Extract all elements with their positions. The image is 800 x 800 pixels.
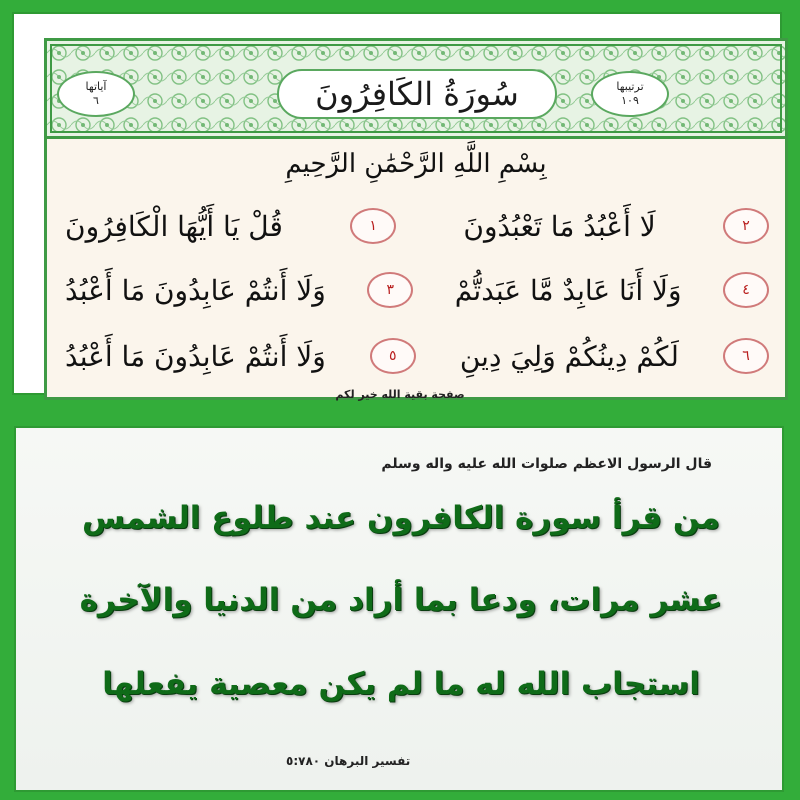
verse-number-1: ١ (350, 208, 396, 244)
verse-text-6: لَكُمْ دِينُكُمْ وَلِيَ دِينِ (459, 339, 679, 373)
verse-line-2 (65, 265, 769, 315)
surah-title-frame (277, 69, 557, 119)
order-medallion (591, 71, 669, 117)
ayat-label: آياتها (85, 80, 107, 93)
surah-header-band (47, 41, 785, 139)
surah-title: سُورَةُ الكَافِرُونَ (315, 75, 519, 113)
verse-text-1: قُلْ يَا أَيُّهَا الْكَافِرُونَ (65, 209, 283, 243)
hadith-line-2: عشر مرات، ودعا بما أراد من الدنيا والآخرة (79, 582, 723, 618)
hadith-panel (0, 408, 800, 800)
ayat-value: ٦ (93, 94, 99, 107)
basmala: بِسْمِ اللَّهِ الرَّحْمَٰنِ الرَّحِيمِ (285, 149, 547, 179)
verse-number-3: ٣ (367, 272, 413, 308)
verse-text-4: وَلَا أَنَا عَابِدٌ مَّا عَبَدتُّمْ (454, 273, 682, 307)
surah-panel-inner (12, 12, 782, 395)
verse-text-5: وَلَا أَنتُمْ عَابِدُونَ مَا أَعْبُدُ (65, 339, 326, 373)
page-footer-note: صفحة بقية الله خير لكم (335, 388, 465, 401)
verse-text-2: لَا أَعْبُدُ مَا تَعْبُدُونَ (463, 209, 656, 243)
verse-number-5: ٥ (370, 338, 416, 374)
hadith-source: تفسير البرهان ٥:٧٨٠ (286, 754, 411, 768)
verse-number-2: ٢ (723, 208, 769, 244)
hadith-line-1: من قرأ سورة الكافرون عند طلوع الشمس (82, 500, 720, 536)
hadith-line-3: استجاب الله له ما لم يكن معصية يفعلها (102, 666, 700, 702)
order-label: ترتيبها (616, 80, 644, 93)
ayat-count-medallion (57, 71, 135, 117)
verse-line-3 (65, 331, 769, 381)
hadith-intro: قال الرسول الاعظم صلوات الله عليه واله وسلم (381, 456, 712, 472)
mushaf-page (44, 38, 788, 400)
verse-text-3: وَلَا أَنتُمْ عَابِدُونَ مَا أَعْبُدُ (65, 273, 326, 307)
hadith-card (14, 426, 784, 792)
verse-line-1 (65, 201, 769, 251)
verse-number-4: ٤ (723, 272, 769, 308)
verse-number-6: ٦ (723, 338, 769, 374)
order-value: ١٠٩ (621, 94, 639, 107)
